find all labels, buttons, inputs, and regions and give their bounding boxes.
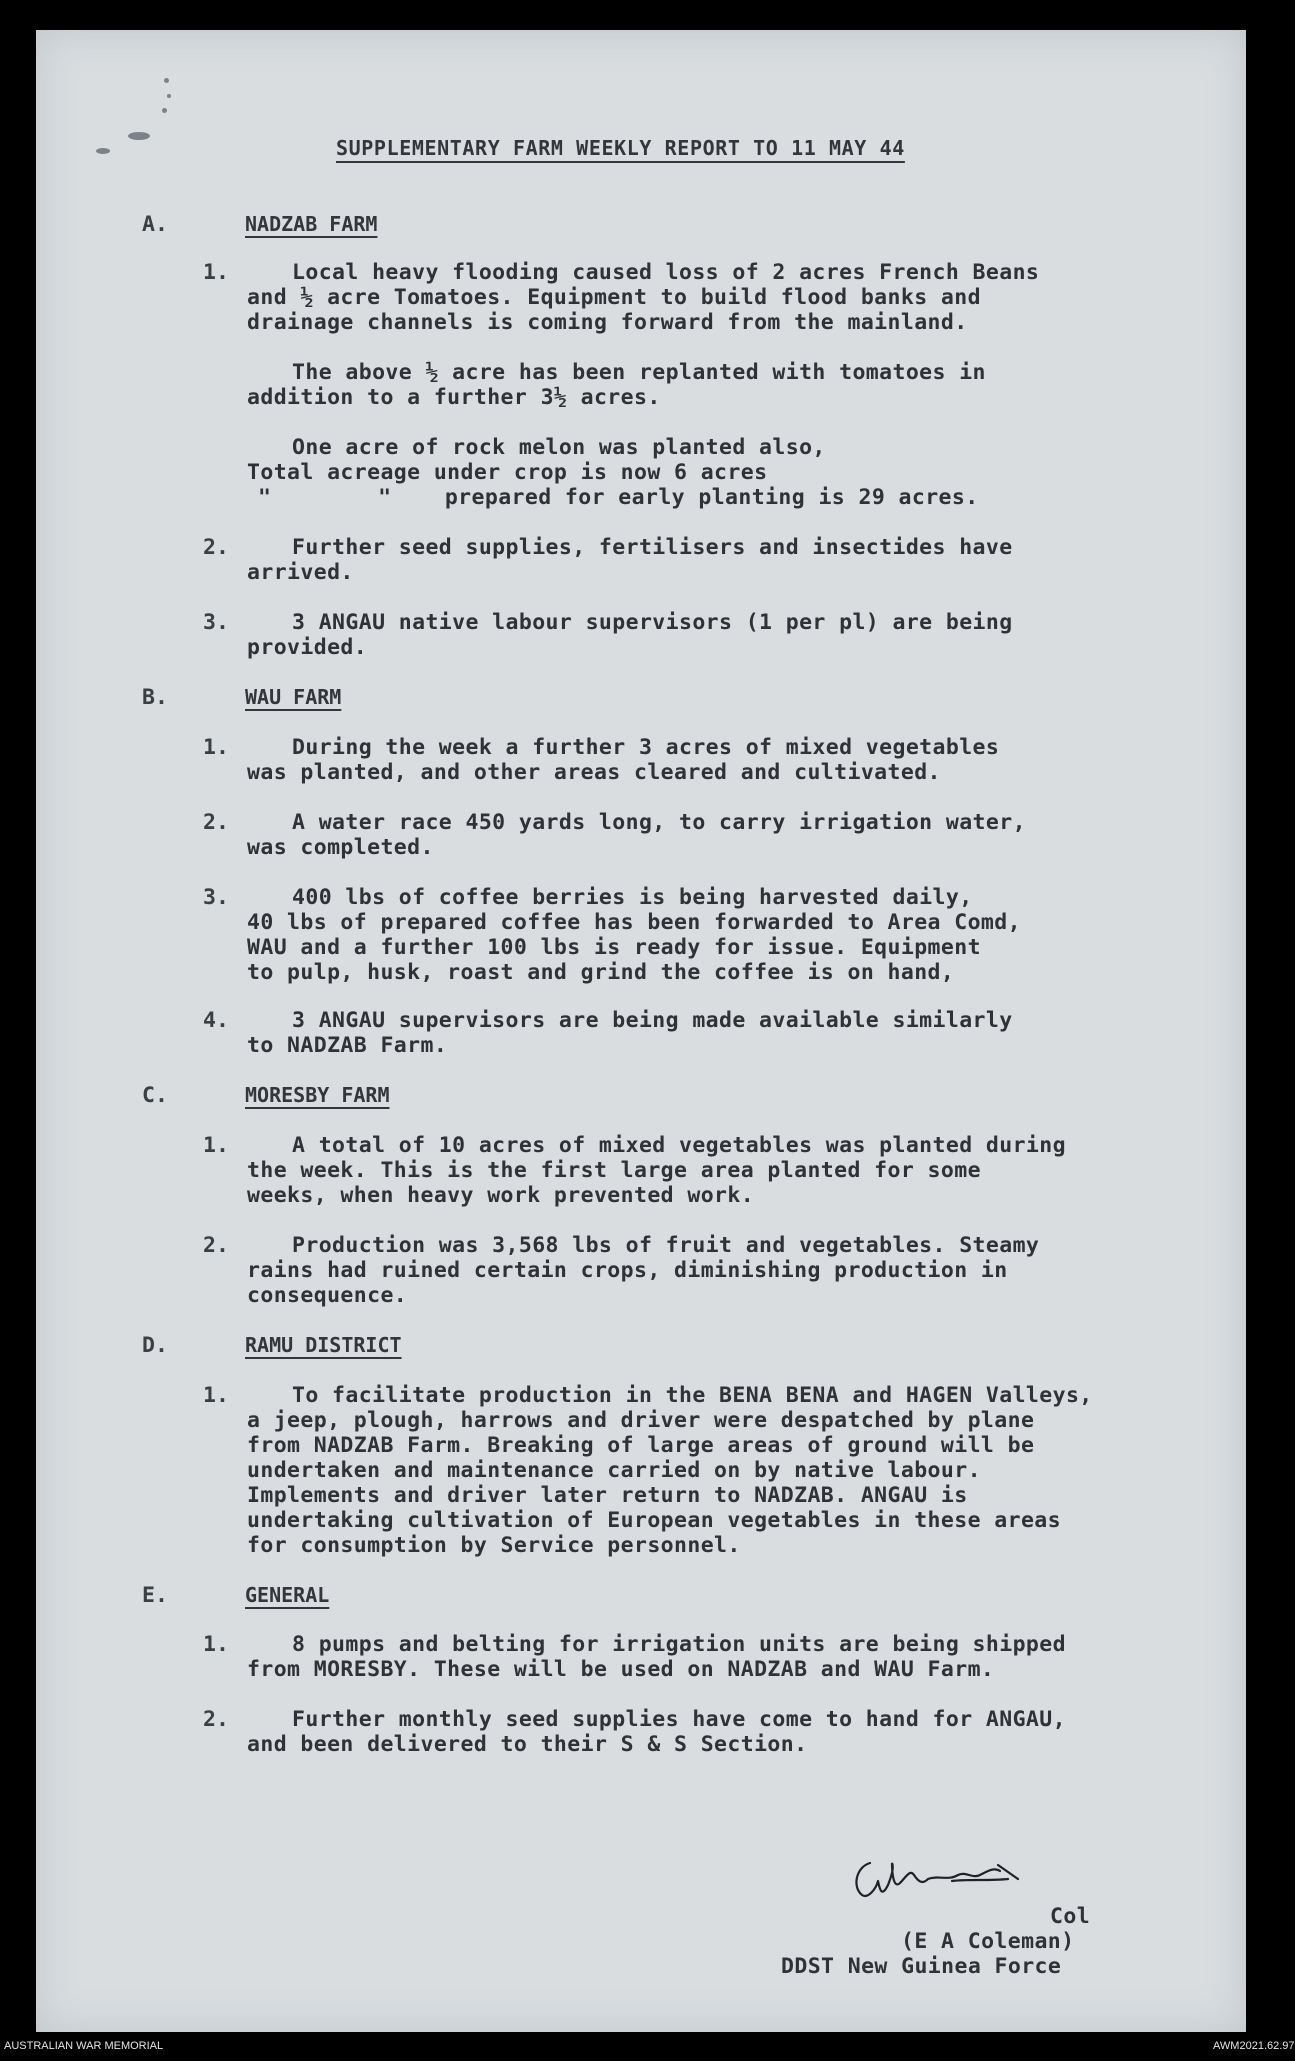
section-label-a: A.	[142, 212, 168, 237]
item-number: 3.	[203, 610, 229, 635]
item-number: 2.	[203, 535, 229, 560]
item-line: provided.	[247, 635, 368, 660]
item-number: 1.	[203, 260, 229, 285]
section-label-e: E.	[142, 1583, 168, 1608]
item-line: to NADZAB Farm.	[247, 1033, 448, 1058]
item-line: A total of 10 acres of mixed vegetables was planted during	[292, 1133, 1066, 1158]
punch-hole	[162, 108, 167, 113]
item-line: Implements and driver later return to NADZAB. ANGAU is	[247, 1483, 968, 1508]
item-line: 3 ANGAU supervisors are being made available similarly	[292, 1008, 1013, 1033]
item-number: 2.	[203, 810, 229, 835]
paragraph-line: The above ½ acre has been replanted with tomatoes in	[292, 360, 986, 385]
item-line: 3 ANGAU native labour supervisors (1 per pl) are being	[292, 610, 1013, 635]
paragraph-line: " " prepared for early planting is 29 acres.	[258, 485, 979, 510]
item-number: 3.	[203, 885, 229, 910]
section-heading-d: RAMU DISTRICT	[245, 1333, 402, 1357]
section-heading-b: WAU FARM	[245, 685, 342, 709]
item-line: for consumption by Service personnel.	[247, 1533, 741, 1558]
item-line: undertaking cultivation of European vegetables in these areas	[247, 1508, 1061, 1533]
item-line: Production was 3,568 lbs of fruit and vegetables. Steamy	[292, 1233, 1040, 1258]
punch-hole	[167, 94, 171, 98]
signature-name: (E A Coleman)	[901, 1929, 1075, 1954]
item-line: weeks, when heavy work prevented work.	[247, 1183, 755, 1208]
report-title: SUPPLEMENTARY FARM WEEKLY REPORT TO 11 MAY 44	[336, 136, 905, 160]
punch-hole	[128, 132, 150, 140]
item-line: a jeep, plough, harrows and driver were despatched by plane	[247, 1408, 1035, 1433]
footer-accession: AWM2021.62.97	[1213, 2040, 1295, 2052]
item-number: 4.	[203, 1008, 229, 1033]
item-line: the week. This is the first large area planted for some	[247, 1158, 981, 1183]
section-label-d: D.	[142, 1333, 168, 1358]
handwritten-signature	[848, 1845, 1048, 1915]
paragraph-line: One acre of rock melon was planted also,	[292, 435, 826, 460]
signature-position: DDST New Guinea Force	[781, 1954, 1062, 1979]
item-line: Local heavy flooding caused loss of 2 acres French Beans	[292, 260, 1040, 285]
item-number: 1.	[203, 1133, 229, 1158]
item-line: During the week a further 3 acres of mixed vegetables	[292, 735, 1000, 760]
section-heading-c: MORESBY FARM	[245, 1083, 390, 1107]
item-line: Further seed supplies, fertilisers and insectides have	[292, 535, 1013, 560]
item-line: To facilitate production in the BENA BENA and HAGEN Valleys,	[292, 1383, 1093, 1408]
section-label-c: C.	[142, 1083, 168, 1108]
item-line: and been delivered to their S & S Section.	[247, 1732, 808, 1757]
paragraph-line: addition to a further 3½ acres.	[247, 385, 661, 410]
punch-hole	[96, 148, 110, 154]
item-line: was completed.	[247, 835, 434, 860]
item-line: drainage channels is coming forward from the mainland.	[247, 310, 968, 335]
section-heading-e: GENERAL	[245, 1583, 330, 1607]
item-line: Further monthly seed supplies have come to hand for ANGAU,	[292, 1707, 1066, 1732]
item-line: was planted, and other areas cleared and cultivated.	[247, 760, 941, 785]
item-line: 400 lbs of coffee berries is being harvested daily,	[292, 885, 973, 910]
paragraph-line: Total acreage under crop is now 6 acres	[247, 460, 768, 485]
item-line: and ½ acre Tomatoes. Equipment to build flood banks and	[247, 285, 981, 310]
item-line: 8 pumps and belting for irrigation units are being shipped	[292, 1632, 1066, 1657]
item-number: 1.	[203, 1383, 229, 1408]
item-line: from MORESBY. These will be used on NADZAB and WAU Farm.	[247, 1657, 995, 1682]
item-line: undertaken and maintenance carried on by native labour.	[247, 1458, 981, 1483]
item-line: A water race 450 yards long, to carry irrigation water,	[292, 810, 1026, 835]
section-heading-a: NADZAB FARM	[245, 212, 378, 236]
item-number: 2.	[203, 1707, 229, 1732]
signature-rank: Col	[1050, 1904, 1091, 1929]
item-number: 1.	[203, 1632, 229, 1657]
item-line: rains had ruined certain crops, diminishing production in	[247, 1258, 1008, 1283]
item-line: consequence.	[247, 1283, 408, 1308]
item-number: 1.	[203, 735, 229, 760]
item-line: arrived.	[247, 560, 354, 585]
item-line: from NADZAB Farm. Breaking of large areas of ground will be	[247, 1433, 1035, 1458]
item-number: 2.	[203, 1233, 229, 1258]
section-label-b: B.	[142, 685, 168, 710]
item-line: 40 lbs of prepared coffee has been forwarded to Area Comd,	[247, 910, 1021, 935]
footer-institution: AUSTRALIAN WAR MEMORIAL	[4, 2040, 164, 2052]
item-line: WAU and a further 100 lbs is ready for issue. Equipment	[247, 935, 981, 960]
punch-hole	[164, 78, 169, 83]
item-line: to pulp, husk, roast and grind the coffee is on hand,	[247, 960, 955, 985]
